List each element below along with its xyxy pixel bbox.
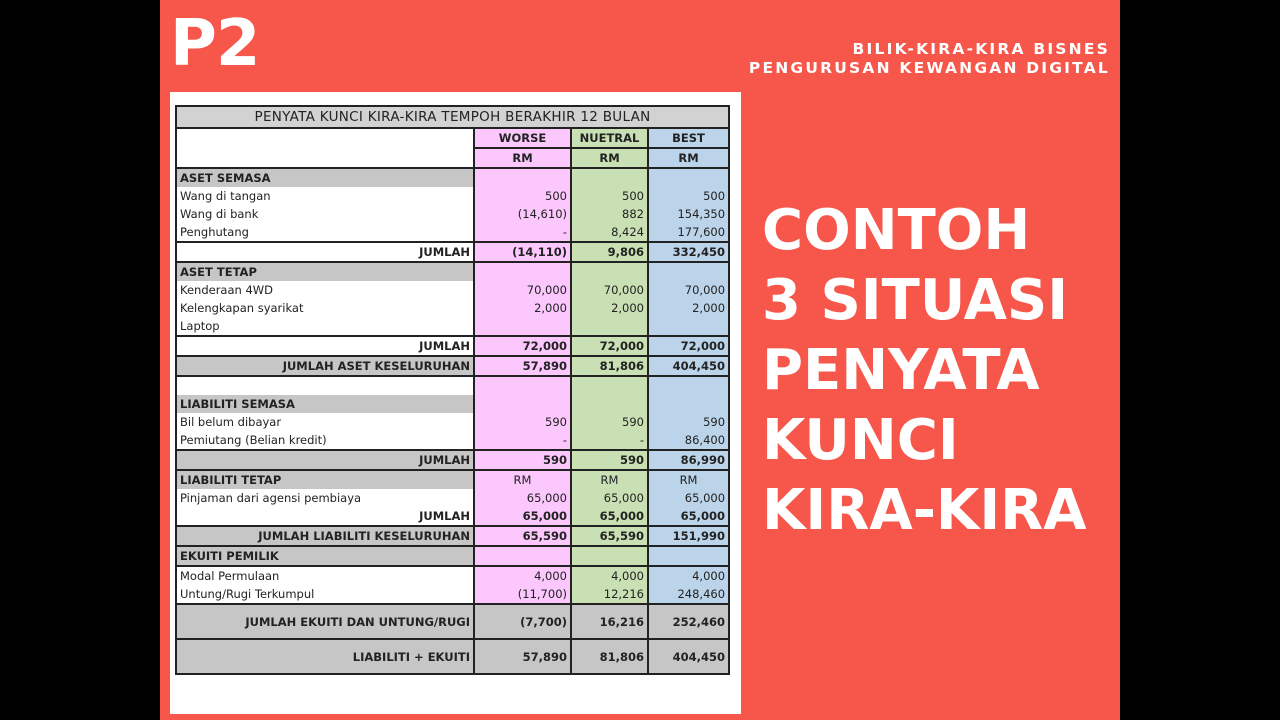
section-heading: LIABILITI SEMASA [176, 395, 474, 413]
total-label: JUMLAH [176, 242, 474, 262]
total-row [176, 242, 729, 262]
total-neutral: 65,000 [571, 507, 648, 526]
value-neutral [571, 317, 648, 336]
value-neutral: - [571, 431, 648, 450]
section-heading-row [176, 262, 729, 281]
header-blank [176, 128, 474, 148]
value-best [648, 317, 729, 336]
value-neutral: 882 [571, 205, 648, 223]
value-worse: 4,000 [474, 566, 571, 585]
value-worse: - [474, 223, 571, 242]
total-label: JUMLAH [176, 450, 474, 470]
currency-label: RM [571, 470, 648, 489]
grand-total-label: JUMLAH LIABILITI KESELURUHAN [176, 526, 474, 546]
value-neutral: 4,000 [571, 566, 648, 585]
headline-line: KUNCI [762, 408, 959, 473]
total-worse: 57,890 [474, 639, 571, 674]
currency-label: RM [474, 470, 571, 489]
total-worse: 57,890 [474, 356, 571, 376]
value-neutral: 8,424 [571, 223, 648, 242]
value-best: 590 [648, 413, 729, 431]
total-best: 72,000 [648, 336, 729, 356]
row-label: Modal Permulaan [176, 566, 474, 585]
total-best: 151,990 [648, 526, 729, 546]
total-label: JUMLAH [176, 336, 474, 356]
total-best: 65,000 [648, 507, 729, 526]
value-best: 70,000 [648, 281, 729, 299]
value-best: 500 [648, 187, 729, 205]
table-row [176, 317, 729, 336]
column-worse: WORSE [474, 128, 571, 148]
row-label: Wang di tangan [176, 187, 474, 205]
total-row [176, 450, 729, 470]
currency-label: RM [648, 470, 729, 489]
section-heading: ASET SEMASA [176, 168, 474, 187]
column-best: BEST [648, 128, 729, 148]
value-best: 2,000 [648, 299, 729, 317]
grand-total-label: JUMLAH ASET KESELURUHAN [176, 356, 474, 376]
total-best: 404,450 [648, 639, 729, 674]
row-label: Kelengkapan syarikat [176, 299, 474, 317]
currency-label: RM [571, 148, 648, 168]
spacer-row [176, 376, 729, 395]
table-row [176, 205, 729, 223]
total-worse: (7,700) [474, 604, 571, 639]
row-label: Laptop [176, 317, 474, 336]
grand-total-row [176, 356, 729, 376]
total-neutral: 65,590 [571, 526, 648, 546]
table-row [176, 413, 729, 431]
grand-total-row [176, 604, 729, 639]
table-title-row [176, 106, 729, 128]
grand-total-label: JUMLAH EKUITI DAN UNTUNG/RUGI [176, 604, 474, 639]
value-worse: - [474, 431, 571, 450]
total-row [176, 336, 729, 356]
value-worse: 70,000 [474, 281, 571, 299]
total-worse: (14,110) [474, 242, 571, 262]
total-row [176, 507, 729, 526]
table-row [176, 431, 729, 450]
row-label: Untung/Rugi Terkumpul [176, 585, 474, 604]
total-best: 404,450 [648, 356, 729, 376]
row-label: Pemiutang (Belian kredit) [176, 431, 474, 450]
headline-line: PENYATA [762, 338, 1040, 403]
row-label: Bil belum dibayar [176, 413, 474, 431]
value-worse: (11,700) [474, 585, 571, 604]
value-best: 154,350 [648, 205, 729, 223]
brand-line-2: PENGURUSAN KEWANGAN DIGITAL [748, 59, 1110, 77]
table-row [176, 299, 729, 317]
total-neutral: 81,806 [571, 356, 648, 376]
total-neutral: 81,806 [571, 639, 648, 674]
currency-row [176, 148, 729, 168]
section-heading-row [176, 168, 729, 187]
row-label: Penghutang [176, 223, 474, 242]
value-neutral: 70,000 [571, 281, 648, 299]
value-neutral: 590 [571, 413, 648, 431]
section-badge: P2 [170, 7, 260, 81]
value-best: 248,460 [648, 585, 729, 604]
value-neutral: 12,216 [571, 585, 648, 604]
brand-text [749, 40, 1110, 78]
grand-total-row [176, 639, 729, 674]
currency-label: RM [648, 148, 729, 168]
total-worse: 590 [474, 450, 571, 470]
column-neutral: NUETRAL [571, 128, 648, 148]
total-neutral: 590 [571, 450, 648, 470]
currency-label: RM [474, 148, 571, 168]
table-row [176, 585, 729, 604]
value-best: 86,400 [648, 431, 729, 450]
table-row [176, 489, 729, 507]
value-neutral: 500 [571, 187, 648, 205]
balance-sheet-panel [170, 92, 741, 714]
section-heading-row [176, 546, 729, 566]
total-neutral: 72,000 [571, 336, 648, 356]
row-label: Pinjaman dari agensi pembiaya [176, 489, 474, 507]
row-label: Wang di bank [176, 205, 474, 223]
value-worse: 65,000 [474, 489, 571, 507]
table-title: PENYATA KUNCI KIRA-KIRA TEMPOH BERAKHIR 12 BULAN [176, 106, 729, 128]
headline-line: 3 SITUASI [762, 268, 1069, 333]
row-label: Kenderaan 4WD [176, 281, 474, 299]
table-row [176, 187, 729, 205]
total-label: JUMLAH [176, 507, 474, 526]
value-worse: (14,610) [474, 205, 571, 223]
table-row [176, 566, 729, 585]
header-blank [176, 148, 474, 168]
table-row [176, 223, 729, 242]
grand-total-row [176, 526, 729, 546]
table-row [176, 281, 729, 299]
total-best: 86,990 [648, 450, 729, 470]
total-worse: 65,000 [474, 507, 571, 526]
brand-line-1: BILIK-KIRA-KIRA BISNES [852, 40, 1110, 58]
section-heading-row [176, 470, 729, 489]
value-best: 65,000 [648, 489, 729, 507]
value-worse: 2,000 [474, 299, 571, 317]
section-heading: LIABILITI TETAP [176, 470, 474, 489]
headline [762, 196, 1087, 546]
headline-line: KIRA-KIRA [762, 478, 1087, 543]
value-neutral: 65,000 [571, 489, 648, 507]
value-neutral: 2,000 [571, 299, 648, 317]
value-best: 4,000 [648, 566, 729, 585]
headline-line: CONTOH [762, 198, 1031, 263]
total-best: 252,460 [648, 604, 729, 639]
value-best: 177,600 [648, 223, 729, 242]
total-neutral: 9,806 [571, 242, 648, 262]
section-heading: EKUITI PEMILIK [176, 546, 474, 566]
section-heading-row [176, 395, 729, 413]
value-worse: 500 [474, 187, 571, 205]
total-best: 332,450 [648, 242, 729, 262]
section-heading: ASET TETAP [176, 262, 474, 281]
total-worse: 72,000 [474, 336, 571, 356]
value-worse [474, 317, 571, 336]
balance-sheet-table [175, 105, 730, 675]
grand-total-label: LIABILITI + EKUITI [176, 639, 474, 674]
value-worse: 590 [474, 413, 571, 431]
total-worse: 65,590 [474, 526, 571, 546]
slide [160, 0, 1120, 720]
total-neutral: 16,216 [571, 604, 648, 639]
column-header-row [176, 128, 729, 148]
